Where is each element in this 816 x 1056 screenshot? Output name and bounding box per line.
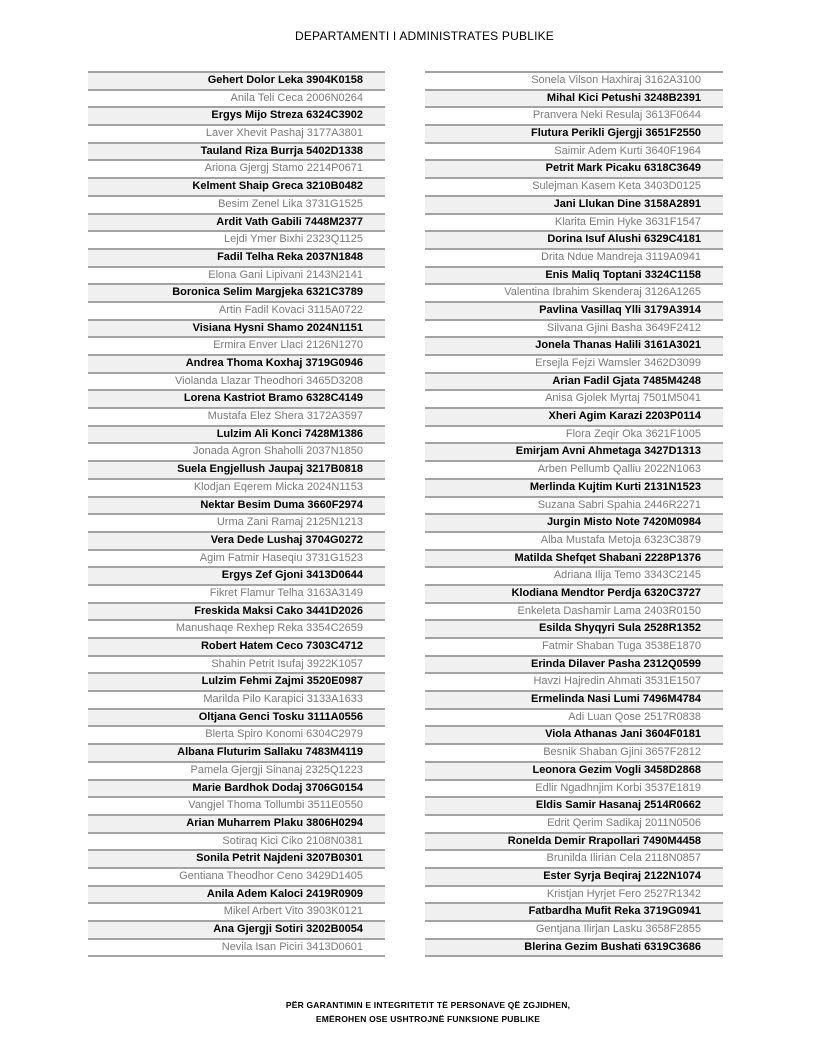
- list-item: Sonila Petrit Najdeni 3207B0301: [88, 851, 385, 869]
- list-item: Oltjana Genci Tosku 3111A0556: [88, 710, 385, 728]
- list-item: Manushaqe Rexhep Reka 3354C2659: [88, 621, 385, 639]
- list-item: Viola Athanas Jani 3604F0181: [425, 727, 723, 745]
- footer-line-2: EMËROHEN OSE USHTROJNË FUNKSIONE PUBLIKE: [315, 1014, 541, 1024]
- list-item: Ardit Vath Gabili 7448M2377: [88, 215, 385, 233]
- list-item: Marilda Pilo Karapici 3133A1633: [88, 692, 385, 710]
- list-item: Anila Adem Kaloci 2419R0909: [88, 887, 385, 905]
- list-item: Nevila Isan Piciri 3413D0601: [88, 940, 385, 958]
- list-item: Saimir Adem Kurti 3640F1964: [425, 144, 723, 162]
- list-item: Jonela Thanas Halili 3161A3021: [425, 338, 723, 356]
- list-item: Sotiraq Kici Ciko 2108N0381: [88, 834, 385, 852]
- list-item: Klodiana Mendtor Perdja 6320C3727: [425, 586, 723, 604]
- list-item: Adi Luan Qose 2517R0838: [425, 710, 723, 728]
- list-item: Havzi Hajredin Ahmati 3531E1507: [425, 674, 723, 692]
- list-item: Fikret Flamur Telha 3163A3149: [88, 586, 385, 604]
- list-item: Fadil Telha Reka 2037N1848: [88, 250, 385, 268]
- list-item: Agim Fatmir Haseqiu 3731G1523: [88, 551, 385, 569]
- list-item: Ermira Enver Llaci 2126N1270: [88, 338, 385, 356]
- list-item: Leonora Gezim Vogli 3458D2868: [425, 763, 723, 781]
- list-item: Sulejman Kasem Keta 3403D0125: [425, 179, 723, 197]
- list-item: Ronelda Demir Rrapollari 7490M4458: [425, 834, 723, 852]
- footer-line-1: PËR GARANTIMIN E INTEGRITETIT TË PERSONAVE QË ZGJIDHEN,: [285, 1000, 571, 1010]
- list-item: Vangjel Thoma Tollumbi 3511E0550: [88, 798, 385, 816]
- list-item: Ergys Mijo Streza 6324C3902: [88, 108, 385, 126]
- list-item: Lulzim Fehmi Zajmi 3520E0987: [88, 674, 385, 692]
- list-item: Elona Gani Lipivani 2143N2141: [88, 268, 385, 286]
- list-item: Besnik Shaban Gjini 3657F2812: [425, 745, 723, 763]
- list-item: Eldis Samir Hasanaj 2514R0662: [425, 798, 723, 816]
- list-item: Blerta Spiro Konomi 6304C2979: [88, 727, 385, 745]
- list-item: Ariona Gjergj Stamo 2214P0671: [88, 161, 385, 179]
- list-item: Edlir Ngadhnjim Korbi 3537E1819: [425, 781, 723, 799]
- page-title: DEPARTAMENTI I ADMINISTRATES PUBLIKE: [294, 29, 555, 43]
- list-item: Gentjana Ilirjan Lasku 3658F2855: [425, 922, 723, 940]
- list-item: Freskida Maksi Cako 3441D2026: [88, 604, 385, 622]
- list-item: Sonela Vilson Haxhiraj 3162A3100: [425, 73, 723, 91]
- list-item: Marie Bardhok Dodaj 3706G0154: [88, 781, 385, 799]
- list-item: Flora Zeqir Oka 3621F1005: [425, 427, 723, 445]
- list-item: Merlinda Kujtim Kurti 2131N1523: [425, 480, 723, 498]
- list-item: Petrit Mark Picaku 6318C3649: [425, 161, 723, 179]
- list-item: Gentiana Theodhor Ceno 3429D1405: [88, 869, 385, 887]
- list-item: Matilda Shefqet Shabani 2228P1376: [425, 551, 723, 569]
- list-item: Tauland Riza Burrja 5402D1338: [88, 144, 385, 162]
- list-item: Mikel Arbert Vito 3903K0121: [88, 904, 385, 922]
- list-item: Esilda Shyqyri Sula 2528R1352: [425, 621, 723, 639]
- list-item: Robert Hatem Ceco 7303C4712: [88, 639, 385, 657]
- list-item: Lorena Kastriot Bramo 6328C4149: [88, 391, 385, 409]
- list-item: Albana Fluturim Sallaku 7483M4119: [88, 745, 385, 763]
- list-item: Valentina Ibrahim Skenderaj 3126A1265: [425, 285, 723, 303]
- column-left: [88, 71, 385, 957]
- list-item: Jani Llukan Dine 3158A2891: [425, 197, 723, 215]
- list-item: Jurgin Misto Note 7420M0984: [425, 515, 723, 533]
- list-item: Anila Teli Ceca 2006N0264: [88, 91, 385, 109]
- list-item: Edrit Qerim Sadikaj 2011N0506: [425, 816, 723, 834]
- list-item: Visiana Hysni Shamo 2024N1151: [88, 321, 385, 339]
- list-item: Arian Muharrem Plaku 3806H0294: [88, 816, 385, 834]
- list-item: Adriana Ilija Temo 3343C2145: [425, 568, 723, 586]
- list-item: Anisa Gjolek Myrtaj 7501M5041: [425, 391, 723, 409]
- list-item: Brunilda Ilirian Cela 2118N0857: [425, 851, 723, 869]
- list-item: Pamela Gjergji Sinanaj 2325Q1223: [88, 763, 385, 781]
- list-item: Lulzim Ali Konci 7428M1386: [88, 427, 385, 445]
- list-item: Mustafa Elez Shera 3172A3597: [88, 409, 385, 427]
- list-item: Boronica Selim Margjeka 6321C3789: [88, 285, 385, 303]
- list-item: Nektar Besim Duma 3660F2974: [88, 498, 385, 516]
- list-item: Jonada Agron Shaholli 2037N1850: [88, 444, 385, 462]
- list-item: Silvana Gjini Basha 3649F2412: [425, 321, 723, 339]
- list-item: Klodjan Eqerem Micka 2024N1153: [88, 480, 385, 498]
- list-item: Ergys Zef Gjoni 3413D0644: [88, 568, 385, 586]
- list-item: Xheri Agim Karazi 2203P0114: [425, 409, 723, 427]
- list-item: Blerina Gezim Bushati 6319C3686: [425, 940, 723, 958]
- list-item: Violanda Llazar Theodhori 3465D3208: [88, 374, 385, 392]
- list-item: Fatbardha Mufit Reka 3719G0941: [425, 904, 723, 922]
- list-item: Ana Gjergji Sotiri 3202B0054: [88, 922, 385, 940]
- list-item: Shahin Petrit Isufaj 3922K1057: [88, 657, 385, 675]
- list-item: Pranvera Neki Resulaj 3613F0644: [425, 108, 723, 126]
- column-right: [425, 71, 723, 957]
- list-item: Suzana Sabri Spahia 2446R2271: [425, 498, 723, 516]
- list-item: Enis Maliq Toptani 3324C1158: [425, 268, 723, 286]
- list-item: Vera Dede Lushaj 3704G0272: [88, 533, 385, 551]
- list-item: Mihal Kici Petushi 3248B2391: [425, 91, 723, 109]
- list-item: Ermelinda Nasi Lumi 7496M4784: [425, 692, 723, 710]
- list-item: Dorina Isuf Alushi 6329C4181: [425, 232, 723, 250]
- list-item: Emirjam Avni Ahmetaga 3427D1313: [425, 444, 723, 462]
- list-item: Kristjan Hyrjet Fero 2527R1342: [425, 887, 723, 905]
- list-item: Fatmir Shaban Tuga 3538E1870: [425, 639, 723, 657]
- list-item: Arian Fadil Gjata 7485M4248: [425, 374, 723, 392]
- list-item: Laver Xhevit Pashaj 3177A3801: [88, 126, 385, 144]
- list-item: Alba Mustafa Metoja 6323C3879: [425, 533, 723, 551]
- page-footer: [0, 998, 816, 1026]
- list-item: Arben Pellumb Qalliu 2022N1063: [425, 462, 723, 480]
- list-item: Suela Engjellush Jaupaj 3217B0818: [88, 462, 385, 480]
- list-item: Flutura Perikli Gjergji 3651F2550: [425, 126, 723, 144]
- list-item: Gehert Dolor Leka 3904K0158: [88, 73, 385, 91]
- list-item: Besim Zenel Lika 3731G1525: [88, 197, 385, 215]
- list-item: Pavlina Vasillaq Ylli 3179A3914: [425, 303, 723, 321]
- list-item: Urma Zani Ramaj 2125N1213: [88, 515, 385, 533]
- list-item: Lejdi Ymer Bixhi 2323Q1125: [88, 232, 385, 250]
- list-item: Klarita Emin Hyke 3631F1547: [425, 215, 723, 233]
- list-item: Ersejla Fejzi Wamsler 3462D3099: [425, 356, 723, 374]
- list-item: Drita Ndue Mandreja 3119A0941: [425, 250, 723, 268]
- list-item: Ester Syrja Beqiraj 2122N1074: [425, 869, 723, 887]
- list-item: Artin Fadil Kovaci 3115A0722: [88, 303, 385, 321]
- list-item: Enkeleta Dashamir Lama 2403R0150: [425, 604, 723, 622]
- list-item: Andrea Thoma Koxhaj 3719G0946: [88, 356, 385, 374]
- list-item: Erinda Dilaver Pasha 2312Q0599: [425, 657, 723, 675]
- list-item: Kelment Shaip Greca 3210B0482: [88, 179, 385, 197]
